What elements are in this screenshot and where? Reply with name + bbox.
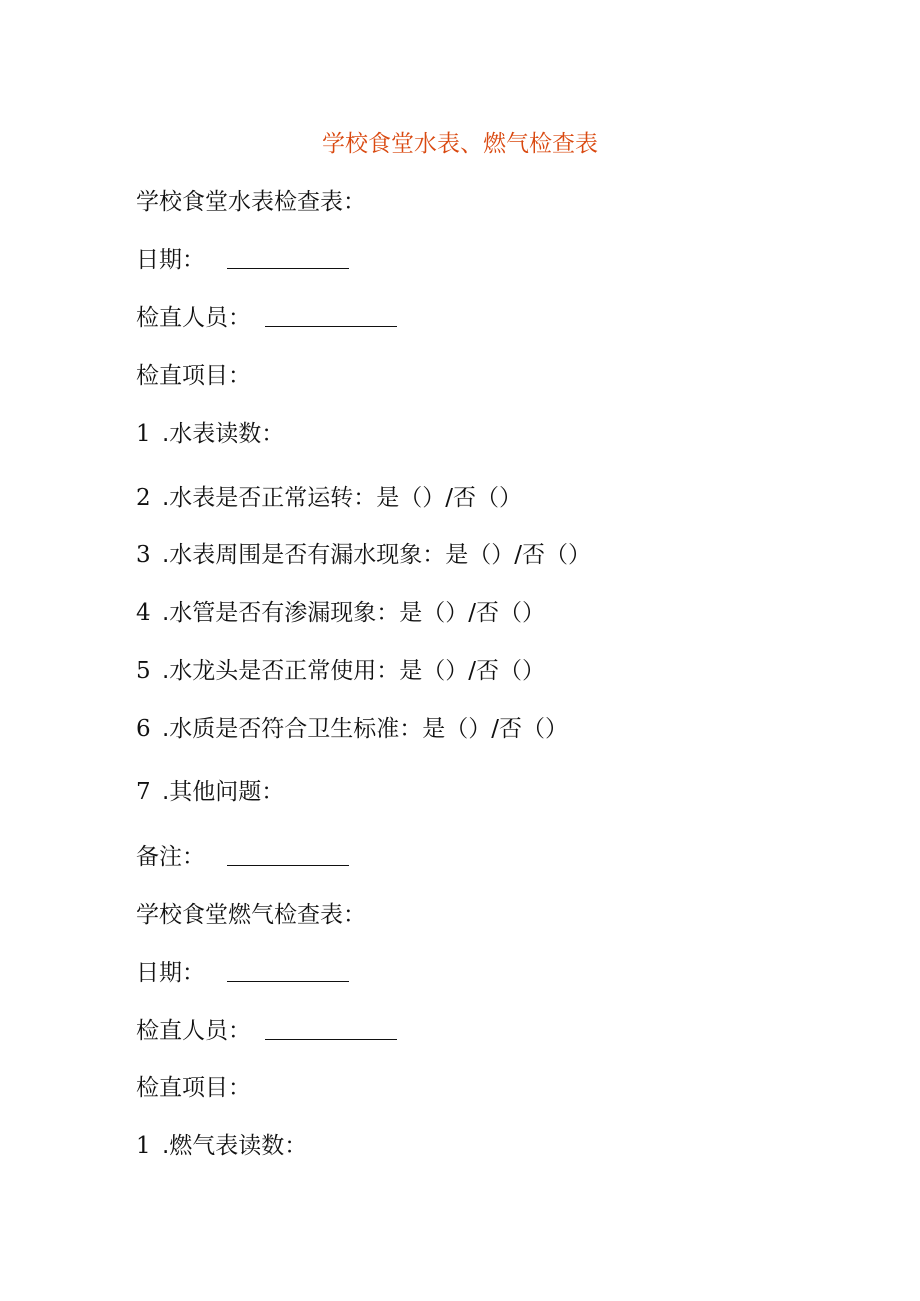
water-item-5 (136, 655, 545, 687)
water-date-blank (227, 244, 349, 269)
water-inspector-label: 检直人员： (136, 305, 251, 331)
water-date-row (136, 244, 349, 276)
water-remarks-blank (227, 841, 349, 866)
item-text: .其他问题： (162, 779, 285, 805)
document-title: 学校食堂水表、燃气检查表 (322, 131, 598, 157)
item-text: .水龙头是否正常使用：是（）/否（） (162, 658, 546, 684)
item-text: .水表读数： (162, 421, 285, 447)
gas-date-label: 日期： (136, 960, 205, 986)
item-number: 3 (136, 542, 151, 568)
item-text: .水管是否有渗漏现象：是（）/否（） (162, 600, 546, 626)
water-item-3 (136, 539, 591, 571)
water-item-7 (136, 776, 284, 808)
item-number: 7 (136, 779, 151, 805)
water-item-2 (136, 482, 522, 514)
water-inspector-blank (265, 302, 397, 327)
water-item-4 (136, 597, 545, 629)
item-number: 1 (136, 1133, 151, 1159)
water-inspector-row (136, 302, 397, 334)
item-text: .水质是否符合卫生标准：是（）/否（） (162, 716, 569, 742)
water-remarks-label: 备注： (136, 844, 205, 870)
item-number: 1 (136, 421, 151, 447)
gas-inspector-blank (265, 1015, 397, 1040)
item-number: 4 (136, 600, 151, 626)
item-text: .燃气表读数： (162, 1133, 308, 1159)
gas-items-label: 检直项目： (136, 1075, 251, 1101)
water-item-1 (136, 418, 284, 450)
water-item-6 (136, 713, 568, 745)
item-number: 6 (136, 716, 151, 742)
gas-date-blank (227, 957, 349, 982)
water-section-heading: 学校食堂水表检查表： (136, 189, 366, 215)
item-number: 2 (136, 485, 151, 511)
water-items-label: 检直项目： (136, 363, 251, 389)
gas-inspector-label: 检直人员： (136, 1018, 251, 1044)
item-text: .水表周围是否有漏水现象：是（）/否（） (162, 542, 592, 568)
gas-date-row (136, 957, 349, 989)
item-text: .水表是否正常运转：是（）/否（） (162, 485, 523, 511)
gas-inspector-row (136, 1015, 397, 1047)
gas-section-heading: 学校食堂燃气检查表： (136, 902, 366, 928)
water-remarks-row (136, 841, 349, 873)
gas-item-1 (136, 1130, 307, 1162)
item-number: 5 (136, 658, 151, 684)
water-date-label: 日期： (136, 247, 205, 273)
